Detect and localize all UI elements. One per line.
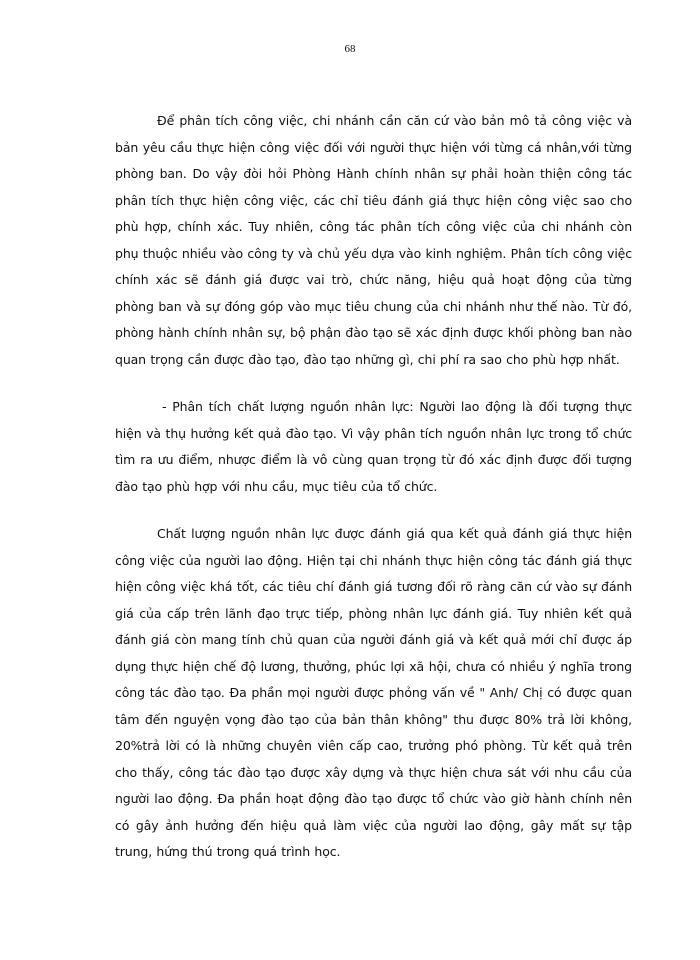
paragraph-workforce-quality-analysis: - Phân tích chất lượng nguồn nhân lực: Người lao động là đối tượng thực hiện và thụ hưởng kết quả đào tạo. Vì vậy phân tích nguồn nhân lực trong tổ chức tìm ra ưu điểm, nhược điểm là vô cùng quan trọng từ đó xác định được đối tượng đào tạo phù hợp với nhu cầu, mục tiêu của tổ chức. xyxy=(115,399,632,494)
page-number: 68 xyxy=(344,43,356,55)
paragraph-job-analysis: Để phân tích công việc, chi nhánh cần căn cứ vào bản mô tả công việc và bản yêu cầu thực hiện công việc đối với người thực hiện với từng cá nhân,với từng phòng ban. Do vậy đòi hỏi Phòng Hành chính nhân sự phải hoàn thiện công tác phân tích thực hiện công việc, các chỉ tiêu đánh giá thực hiện công việc sao cho phù hợp, chính xác. Tuy nhiên, công tác phân tích công việc của chi nhánh còn phụ thuộc nhiều vào công ty và chủ yếu dựa vào kinh nghiệm. Phân tích công việc chính xác sẽ đánh giá được vai trò, chức năng, hiệu quả hoạt động của từng phòng ban và sự đóng góp vào mục tiêu chung của chi nhánh như thế nào. Từ đó, phòng hành chính nhân sự, bộ phận đào tạo sẽ xác định được khối phòng ban nào quan trọng cần được đào tạo, đào tạo những gì, chi phí ra sao cho phù hợp nhất. xyxy=(115,113,632,367)
document-body xyxy=(115,108,632,887)
paragraph-workforce-quality-evaluation: Chất lượng nguồn nhân lực được đánh giá qua kết quả đánh giá thực hiện công việc của người lao động. Hiện tại chi nhánh thực hiện công tác đánh giá thực hiện công việc khá tốt, các tiêu chí đánh giá tương đối rõ ràng căn cứ vào sự đánh giá của cấp trên lãnh đạo trực tiếp, phòng nhân lực đánh giá. Tuy nhiên kết quả đánh giá còn mang tính chủ quan của người đánh giá và kết quả mới chỉ được áp dụng thực hiện chế độ lương, thưởng, phúc lợi xã hội, chưa có nhiều ý nghĩa trong công tác đào tạo. Đa phần mọi người được phỏng vấn về " Anh/ Chị có được quan tâm đến nguyện vọng đào tạo của bản thân không" thu được 80% trả lời không, 20%trả lời có là những chuyên viên cấp cao, trưởng phó phòng. Từ kết quả trên cho thấy, công tác đào tạo được xây dựng và thực hiện chưa sát với nhu cầu của người lao động. Đa phần hoạt động đào tạo được tổ chức vào giờ hành chính nên có gây ảnh hưởng đến hiệu quả làm việc của người lao động, gây mất sự tập trung, hứng thú trong quá trình học. xyxy=(115,526,632,859)
